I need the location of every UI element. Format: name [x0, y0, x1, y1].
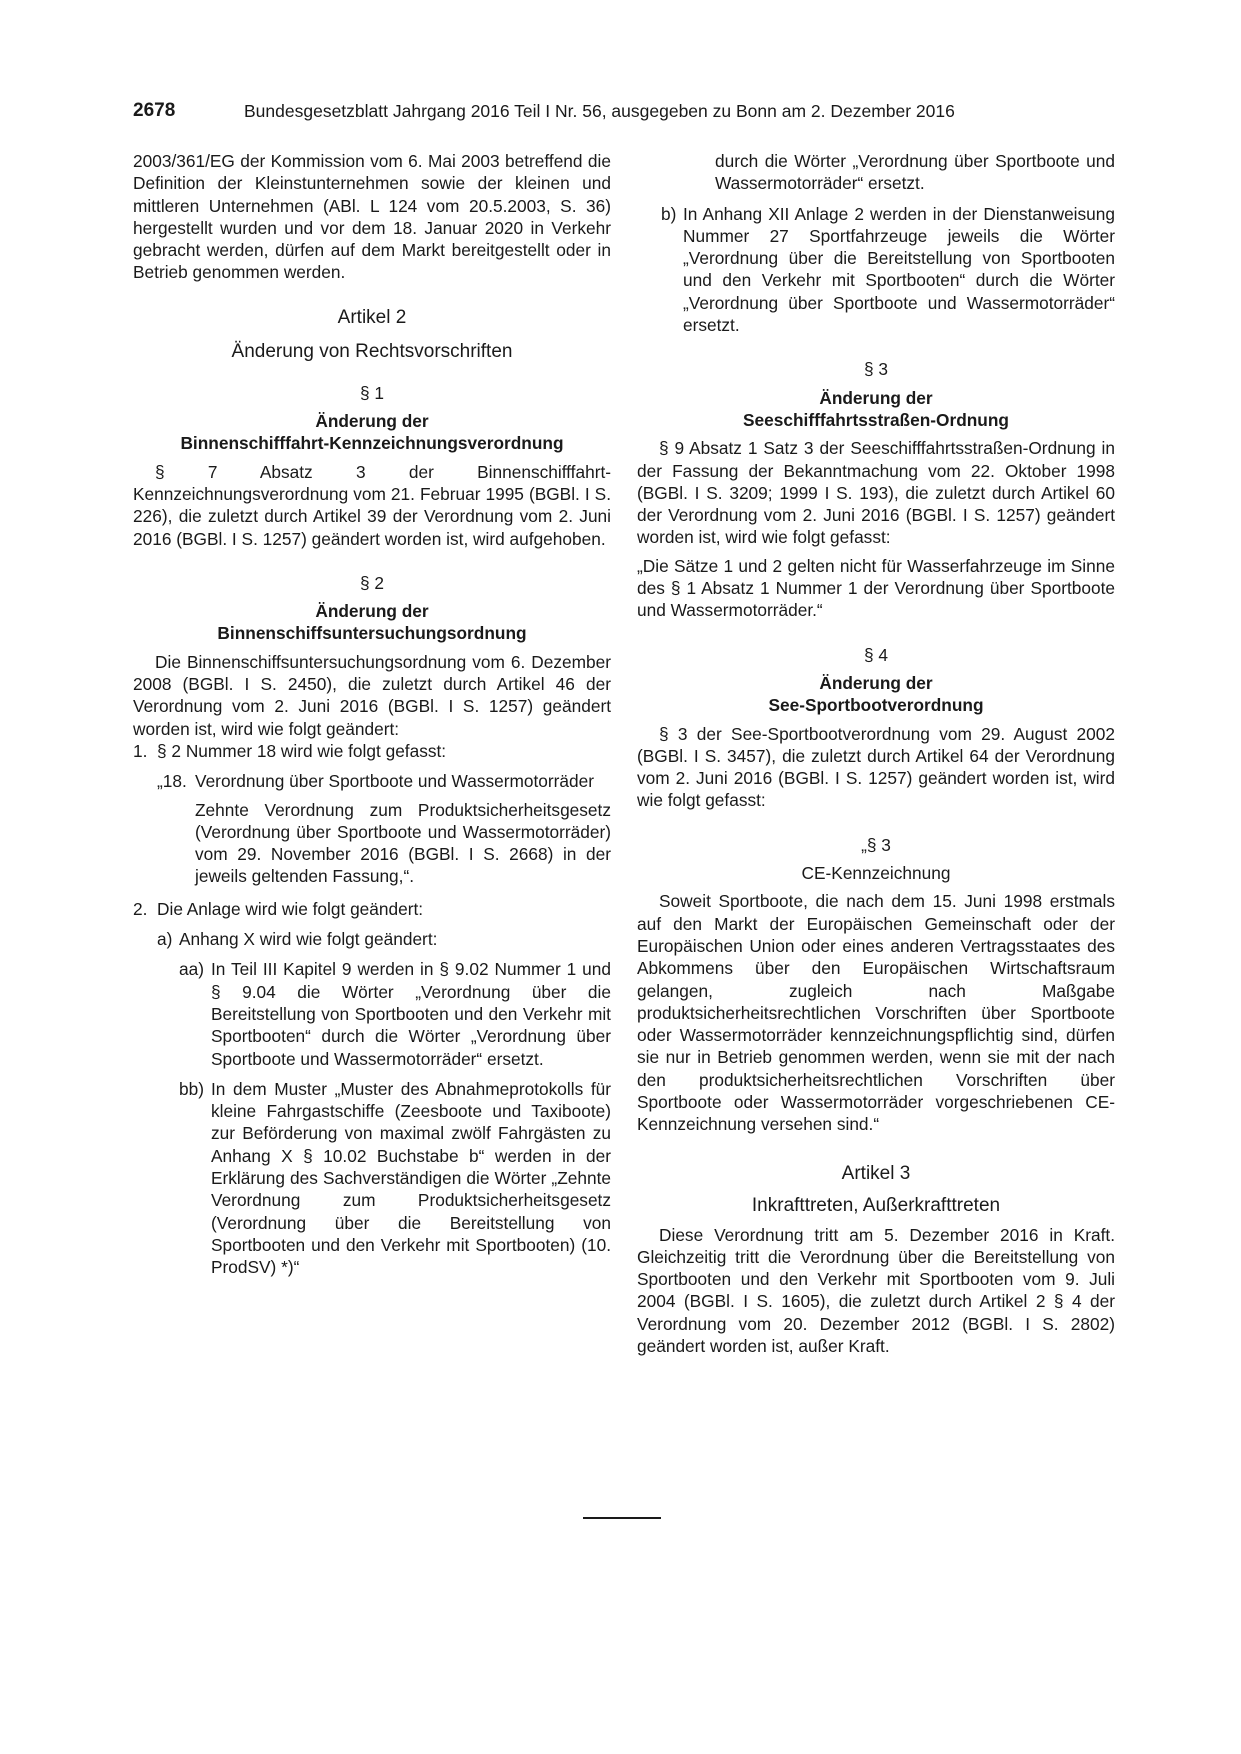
artikel-3-body: Diese Verordnung tritt am 5. Dezember 2016 in Kraft. Gleichzeitig tritt die Verordnung über die Bereitstellung von Sportbooten und den Verkehr mit Sportbooten vom 9. Juli 2004 (BGBl. I S. 1605), die zuletzt durch Artikel 2 § 4 der Verordnung vom 20. Dezember 2012 (BGBl. I S. 2802) geändert worden ist, außer Kraft. — [637, 1224, 1115, 1357]
list-item-2 — [133, 898, 611, 920]
list-item-a — [157, 928, 611, 950]
section-3-body: § 9 Absatz 1 Satz 3 der Seeschifffahrtsstraßen-Ordnung in der Fassung der Bekanntmachung vom 22. Oktober 1998 (BGBl. I S. 3209; 1999 I S. 193), die zuletzt durch Artikel 60 der Verordnung vom 2. Juni 2016 (BGBl. I S. 1257) geändert worden ist, wird wie folgt gefasst: — [637, 438, 1115, 548]
section-1-body: § 7 Absatz 3 der Binnenschifffahrt-Kennzeichnungsverordnung vom 21. Februar 1995 (BGBl. I S. 226), die zuletzt durch Artikel 39 der Verordnung vom 2. Juni 2016 (BGBl. I S. 1257) geändert worden ist, wird aufgehoben. — [133, 461, 611, 549]
section-4-symbol: § 4 — [863, 644, 889, 665]
section-4-body: § 3 der See-Sportbootverordnung vom 29. August 2002 (BGBl. I S. 3457), die zuletzt durch Artikel 64 der Verordnung vom 2. Juni 2016 (BGBl. I S. 1257) geändert worden ist, wird wie folgt gefasst: — [637, 723, 1115, 811]
artikel-2-title: Artikel 2 — [337, 306, 407, 328]
list-item-2-label: 2. — [133, 898, 148, 919]
end-rule — [583, 1517, 661, 1519]
artikel-3-title: Artikel 3 — [841, 1162, 911, 1184]
list-item-1-text: § 2 Nummer 18 wird wie folgt gefasst: — [157, 740, 447, 761]
section-3-symbol: § 3 — [863, 359, 889, 380]
list-item-aa-text: In Teil III Kapitel 9 werden in § 9.02 Nummer 1 und § 9.04 die Wörter „Verordnung über die Bereitstellung von Sportbooten und den Verkehr mit Sportbooten“ durch die Wörter „Verordnung über Sportboote und Wassermotorräder“ ersetzt. — [211, 959, 611, 1069]
list-item-a-label: a) — [157, 929, 173, 950]
list-item-b-text: In Anhang XII Anlage 2 werden in der Dienstanweisung Nummer 27 Sportfahrzeuge jeweils die Wörter „Verordnung über die Bereitstellung von Sportbooten und den Verkehr mit Sportbooten“ durch die Wörter „Verordnung über Sportboote und Wassermotorräder“ ersetzt. — [683, 203, 1115, 336]
list-item-b — [661, 203, 1115, 337]
list-item-bb-continuation: durch die Wörter „Verordnung über Sportboote und Wassermotorräder“ ersetzt. — [715, 151, 1115, 194]
left-column — [133, 150, 611, 1278]
list-item-bb-label: bb) — [179, 1078, 204, 1099]
quoted-definition — [157, 770, 611, 792]
quoted-definition-label: „18. — [157, 771, 187, 792]
section-2-heading-line2: Binnenschiffsuntersuchungsordnung — [217, 623, 527, 644]
section-1-symbol: § 1 — [359, 382, 385, 403]
inner-section-body: Soweit Sportboote, die nach dem 15. Juni 1998 erstmals auf den Markt der Europäischen Gemeinschaft oder der Europäischen Union oder eines anderen Vertragsstaates des Abkommens über den Europäischen Wirtschaftsraum gelangen, zugleich nach Maßgabe produktsicherheitsrechtlichen Vorschriften über Sportboote oder Wassermotorräder kennzeichnungspflichtig sind, dürfen sie nur in Betrieb genommen werden, wenn sie mit der nach den produktsicherheitsrechtlichen Vorschriften über Sportboote oder Wassermotorräder vorgeschriebenen CE-Kennzeichnung versehen sind.“ — [637, 891, 1115, 1135]
list-item-bb-text: In dem Muster „Muster des Abnahmeprotokolls für kleine Fahrgastschiffe (Zeesboote und Taxiboote) zur Beförderung von maximal zwölf Fahrgästen zu Anhang X § 10.02 Buchstabe b“ werden in der Erklärung des Sachverständigen die Wörter „Zehnte Verordnung zum Produktsicherheitsgesetz (Verordnung über die Bereitstellung von Sportbooten und den Verkehr mit Sportbooten) (10. ProdSV) *)“ — [211, 1078, 611, 1278]
list-item-b-label: b) — [661, 203, 677, 224]
inner-section-title: CE-Kennzeichnung — [801, 863, 951, 884]
section-1-heading-line2: Binnenschifffahrt-Kennzeichnungsverordnung — [180, 433, 564, 454]
section-2-symbol: § 2 — [359, 572, 385, 593]
list-item-a-text: Anhang X wird wie folgt geändert: — [179, 929, 438, 950]
list-item-bb — [179, 1078, 611, 1279]
section-1-heading-line1: Änderung der — [315, 411, 429, 432]
section-3-heading-line2: Seeschifffahrtsstraßen-Ordnung — [743, 409, 1009, 430]
running-title: Bundesgesetzblatt Jahrgang 2016 Teil I Nr. 56, ausgegeben zu Bonn am 2. Dezember 2016 — [244, 101, 955, 121]
section-2-heading-line1: Änderung der — [315, 601, 429, 622]
artikel-2-subtitle: Änderung von Rechtsvorschriften — [231, 340, 513, 362]
page-number: 2678 — [133, 100, 176, 121]
section-4-heading-line2: See-Sportbootverordnung — [768, 695, 984, 716]
quoted-definition-text: Verordnung über Sportboote und Wassermotorräder — [195, 771, 594, 792]
page-header — [133, 100, 1113, 126]
quoted-definition-detail: Zehnte Verordnung zum Produktsicherheitsgesetz (Verordnung über Sportboote und Wassermotorräder) vom 29. November 2016 (BGBl. I S. 2668) in der jeweils geltenden Fassung,“. — [195, 799, 611, 887]
list-item-1 — [133, 740, 611, 762]
continuation-text: 2003/361/EG der Kommission vom 6. Mai 2003 betreffend die Definition der Kleinstunternehmen sowie der kleinen und mittleren Unternehmen (ABl. L 124 vom 20.5.2003, S. 36) hergestellt wurden und vor dem 18. Januar 2020 in Verkehr gebracht werden, dürfen auf dem Markt bereitgestellt oder in Betrieb genommen werden. — [133, 151, 611, 283]
section-4-heading-line1: Änderung der — [819, 672, 933, 693]
list-item-2-text: Die Anlage wird wie folgt geändert: — [157, 898, 424, 919]
right-column — [637, 150, 1115, 1357]
list-item-aa-label: aa) — [179, 959, 204, 980]
list-item-1-label: 1. — [133, 740, 148, 761]
section-3-quote: „Die Sätze 1 und 2 gelten nicht für Wasserfahrzeuge im Sinne des § 1 Absatz 1 Nummer 1 der Verordnung über Sportboote und Wassermotorräder.“ — [637, 555, 1115, 621]
inner-section-symbol: „§ 3 — [861, 834, 891, 855]
section-3-heading-line1: Änderung der — [819, 387, 933, 408]
section-2-body: Die Binnenschiffsuntersuchungsordnung vom 6. Dezember 2008 (BGBl. I S. 2450), die zuletzt durch Artikel 46 der Verordnung vom 2. Juni 2016 (BGBl. I S. 1257) geändert worden ist, wird wie folgt geändert: — [133, 651, 611, 739]
list-item-aa — [179, 958, 611, 1069]
artikel-3-subtitle: Inkrafttreten, Außerkrafttreten — [751, 1194, 1001, 1216]
